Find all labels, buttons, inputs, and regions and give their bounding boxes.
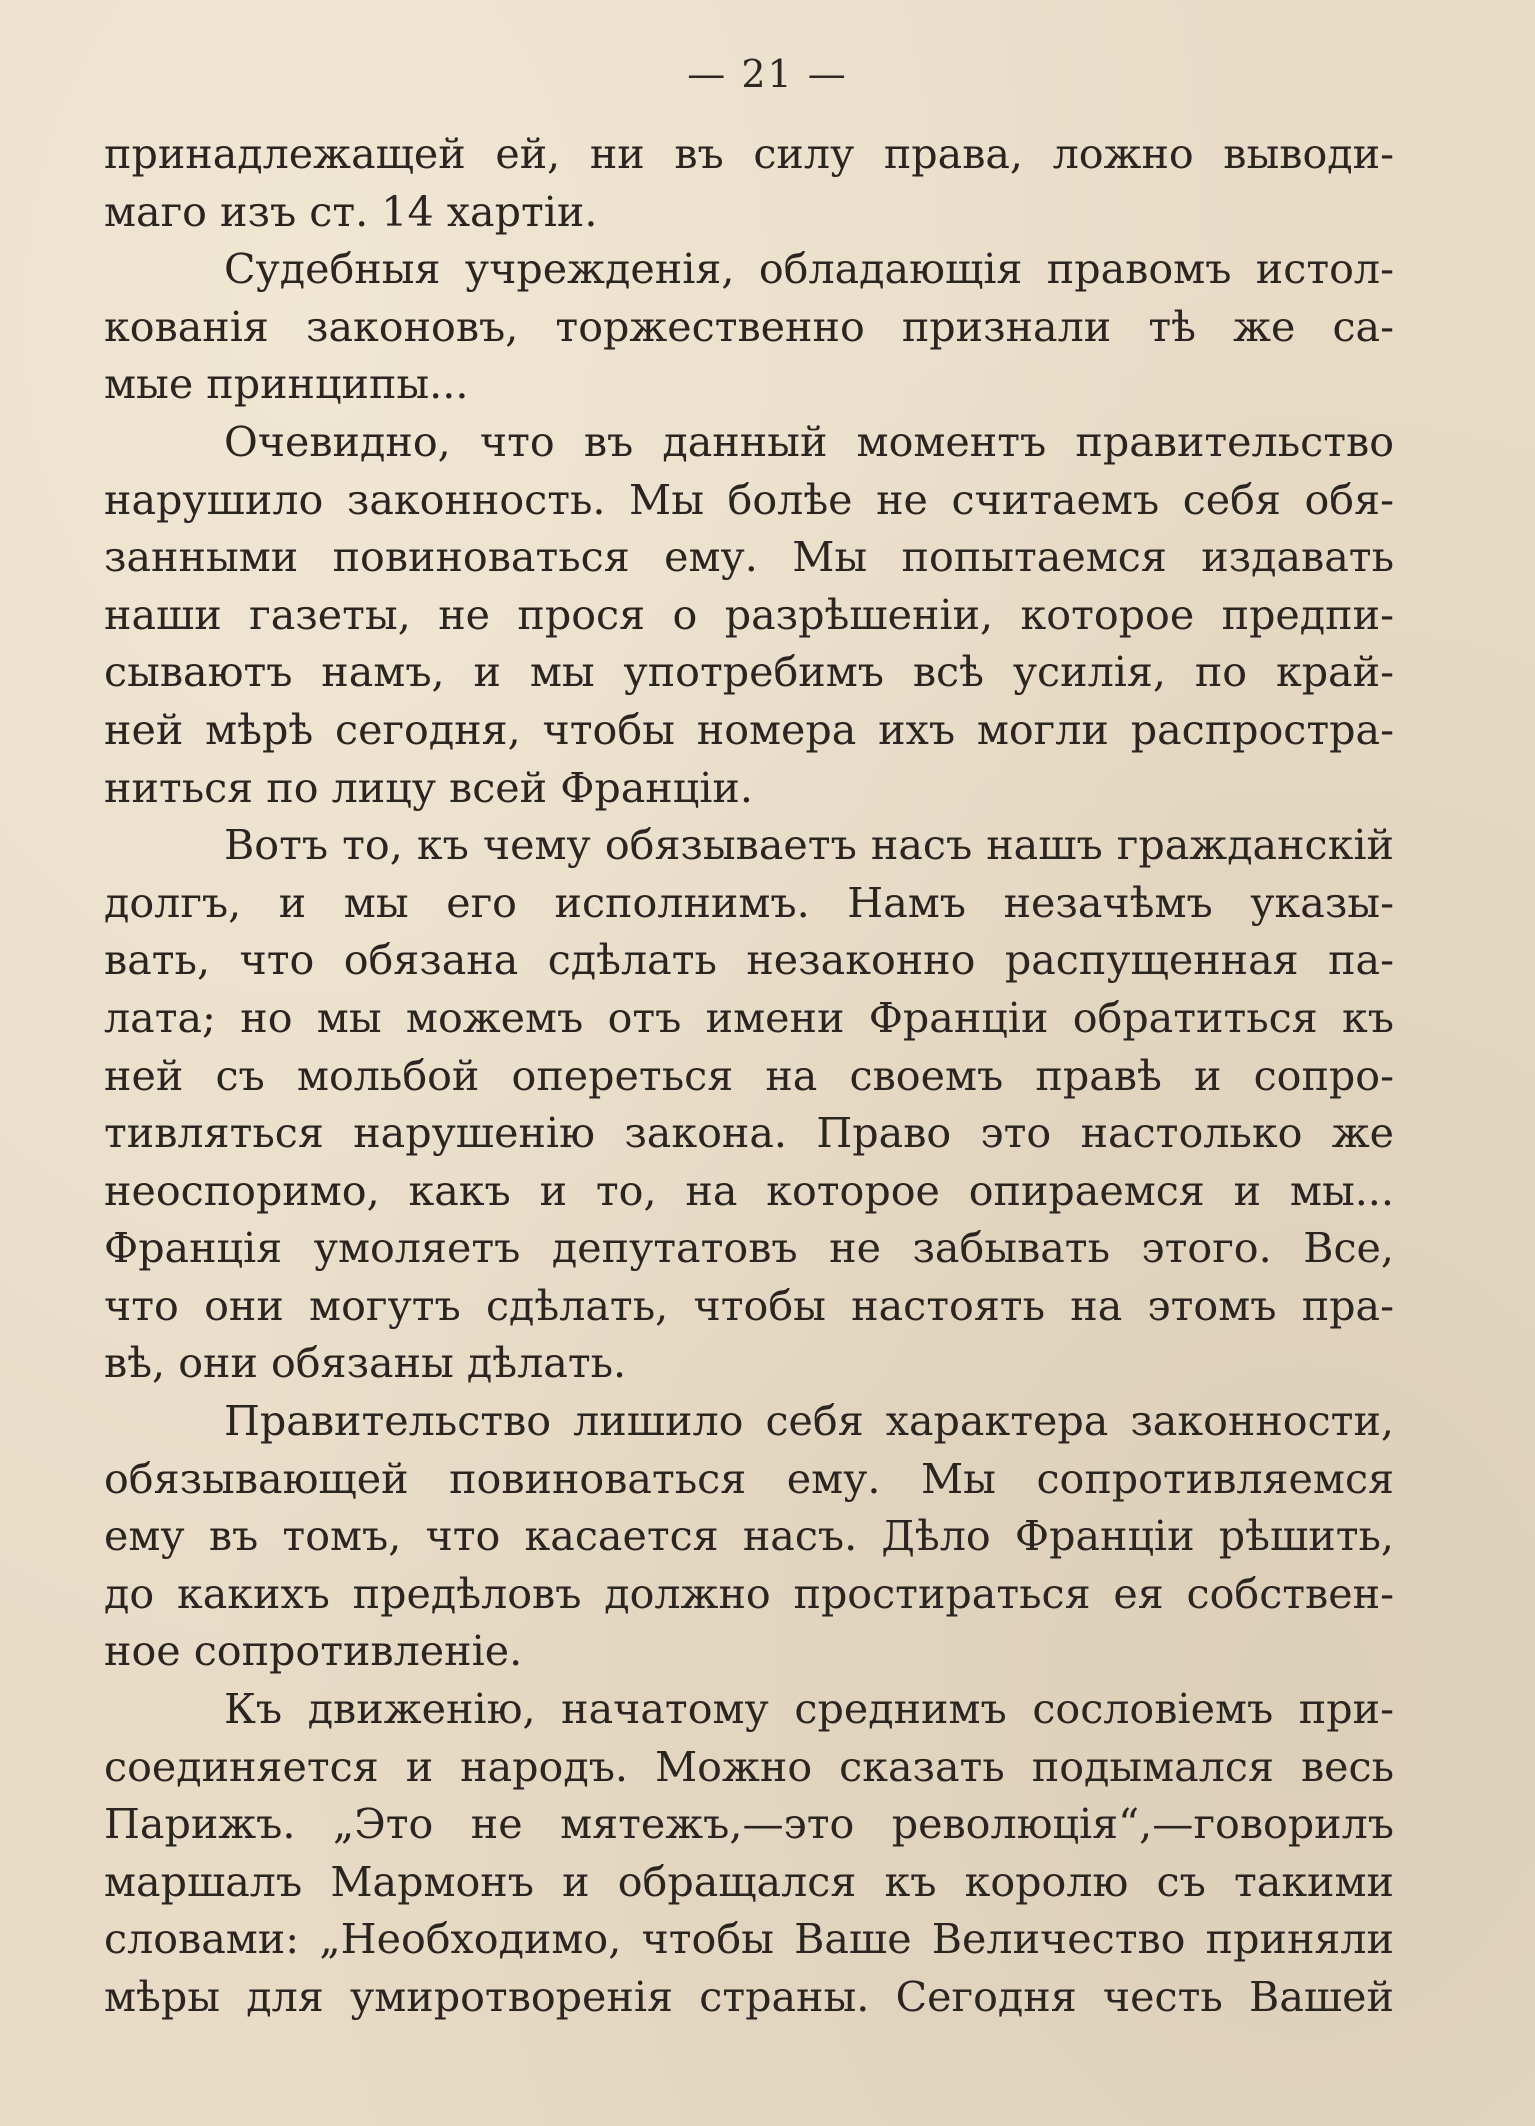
text-line: сываютъ намъ, и мы употребимъ всѣ усилія, по край- [104,648,1394,697]
text-line: Судебныя учрежденія, обладающія правомъ истол- [224,245,1394,294]
text-line: наши газеты, не прося о разрѣшеніи, которое предпи- [104,590,1394,639]
page-number: — 21 — [687,52,848,96]
text-line: словами: „Необходимо, чтобы Ваше Величество приняли [104,1915,1394,1964]
text-line: ней съ мольбой опереться на своемъ правѣ и сопро- [104,1051,1394,1100]
text-line: долгъ, и мы его исполнимъ. Намъ незачѣмъ указы- [104,878,1394,927]
text-line: Вотъ то, къ чему обязываетъ насъ нашъ гражданскій [224,821,1394,870]
text-line: неоспоримо, какъ и то, на которое опираемся и мы... [104,1166,1394,1215]
text-line: Парижъ. „Это не мятежъ,—это революція“,—говорилъ [104,1800,1394,1849]
text-line: Очевидно, что въ данный моментъ правительство [224,417,1394,466]
text-line: соединяется и народъ. Можно сказать подымался весь [104,1742,1394,1791]
text-line: принадлежащей ей, ни въ силу права, ложно выводи- [104,130,1394,178]
text-line: ное сопротивленіе. [104,1627,523,1676]
text-line: мые принципы... [104,360,469,409]
paragraph [104,1393,1394,1681]
paragraph [104,1681,1394,2027]
paragraph [104,241,1394,414]
text-line: что они могутъ сдѣлать, чтобы настоять на этомъ пра- [104,1281,1394,1330]
text-line: мѣры для умиротворенія страны. Сегодня честь Вашей [104,1973,1394,2021]
paragraph [104,126,1394,241]
text-line: обязывающей повиноваться ему. Мы сопротивляемся [104,1454,1394,1503]
text-line: Франція умоляетъ депутатовъ не забывать этого. Все, [104,1224,1394,1273]
paragraph [104,817,1394,1393]
text-line: до какихъ предѣловъ должно простираться ея собствен- [104,1569,1394,1618]
text-line: вѣ, они обязаны дѣлать. [104,1339,627,1388]
text-line: маго изъ ст. 14 хартіи. [104,187,598,236]
text-line: ему въ томъ, что касается насъ. Дѣло Франціи рѣшить, [104,1512,1394,1561]
text-line: занными повиноваться ему. Мы попытаемся издавать [104,533,1394,582]
text-line: кованія законовъ, торжественно признали тѣ же са- [104,302,1394,351]
text-line: тивляться нарушенію закона. Право это настолько же [104,1109,1394,1158]
body-text [104,126,1394,2027]
text-line: Правительство лишило себя характера законности, [224,1397,1394,1446]
text-line: ней мѣрѣ сегодня, чтобы номера ихъ могли распростра- [104,705,1394,754]
text-line: Къ движенію, начатому среднимъ сословіемъ при- [224,1685,1394,1734]
text-line: лата; но мы можемъ отъ имени Франціи обратиться къ [104,993,1394,1042]
text-line: ниться по лицу всей Франціи. [104,763,753,812]
text-line: маршалъ Мармонъ и обращался къ королю съ такими [104,1857,1394,1906]
text-line: вать, что обязана сдѣлать незаконно распущенная па- [104,936,1394,985]
text-line: нарушило законность. Мы болѣе не считаемъ себя обя- [104,475,1394,524]
paragraph [104,414,1394,817]
